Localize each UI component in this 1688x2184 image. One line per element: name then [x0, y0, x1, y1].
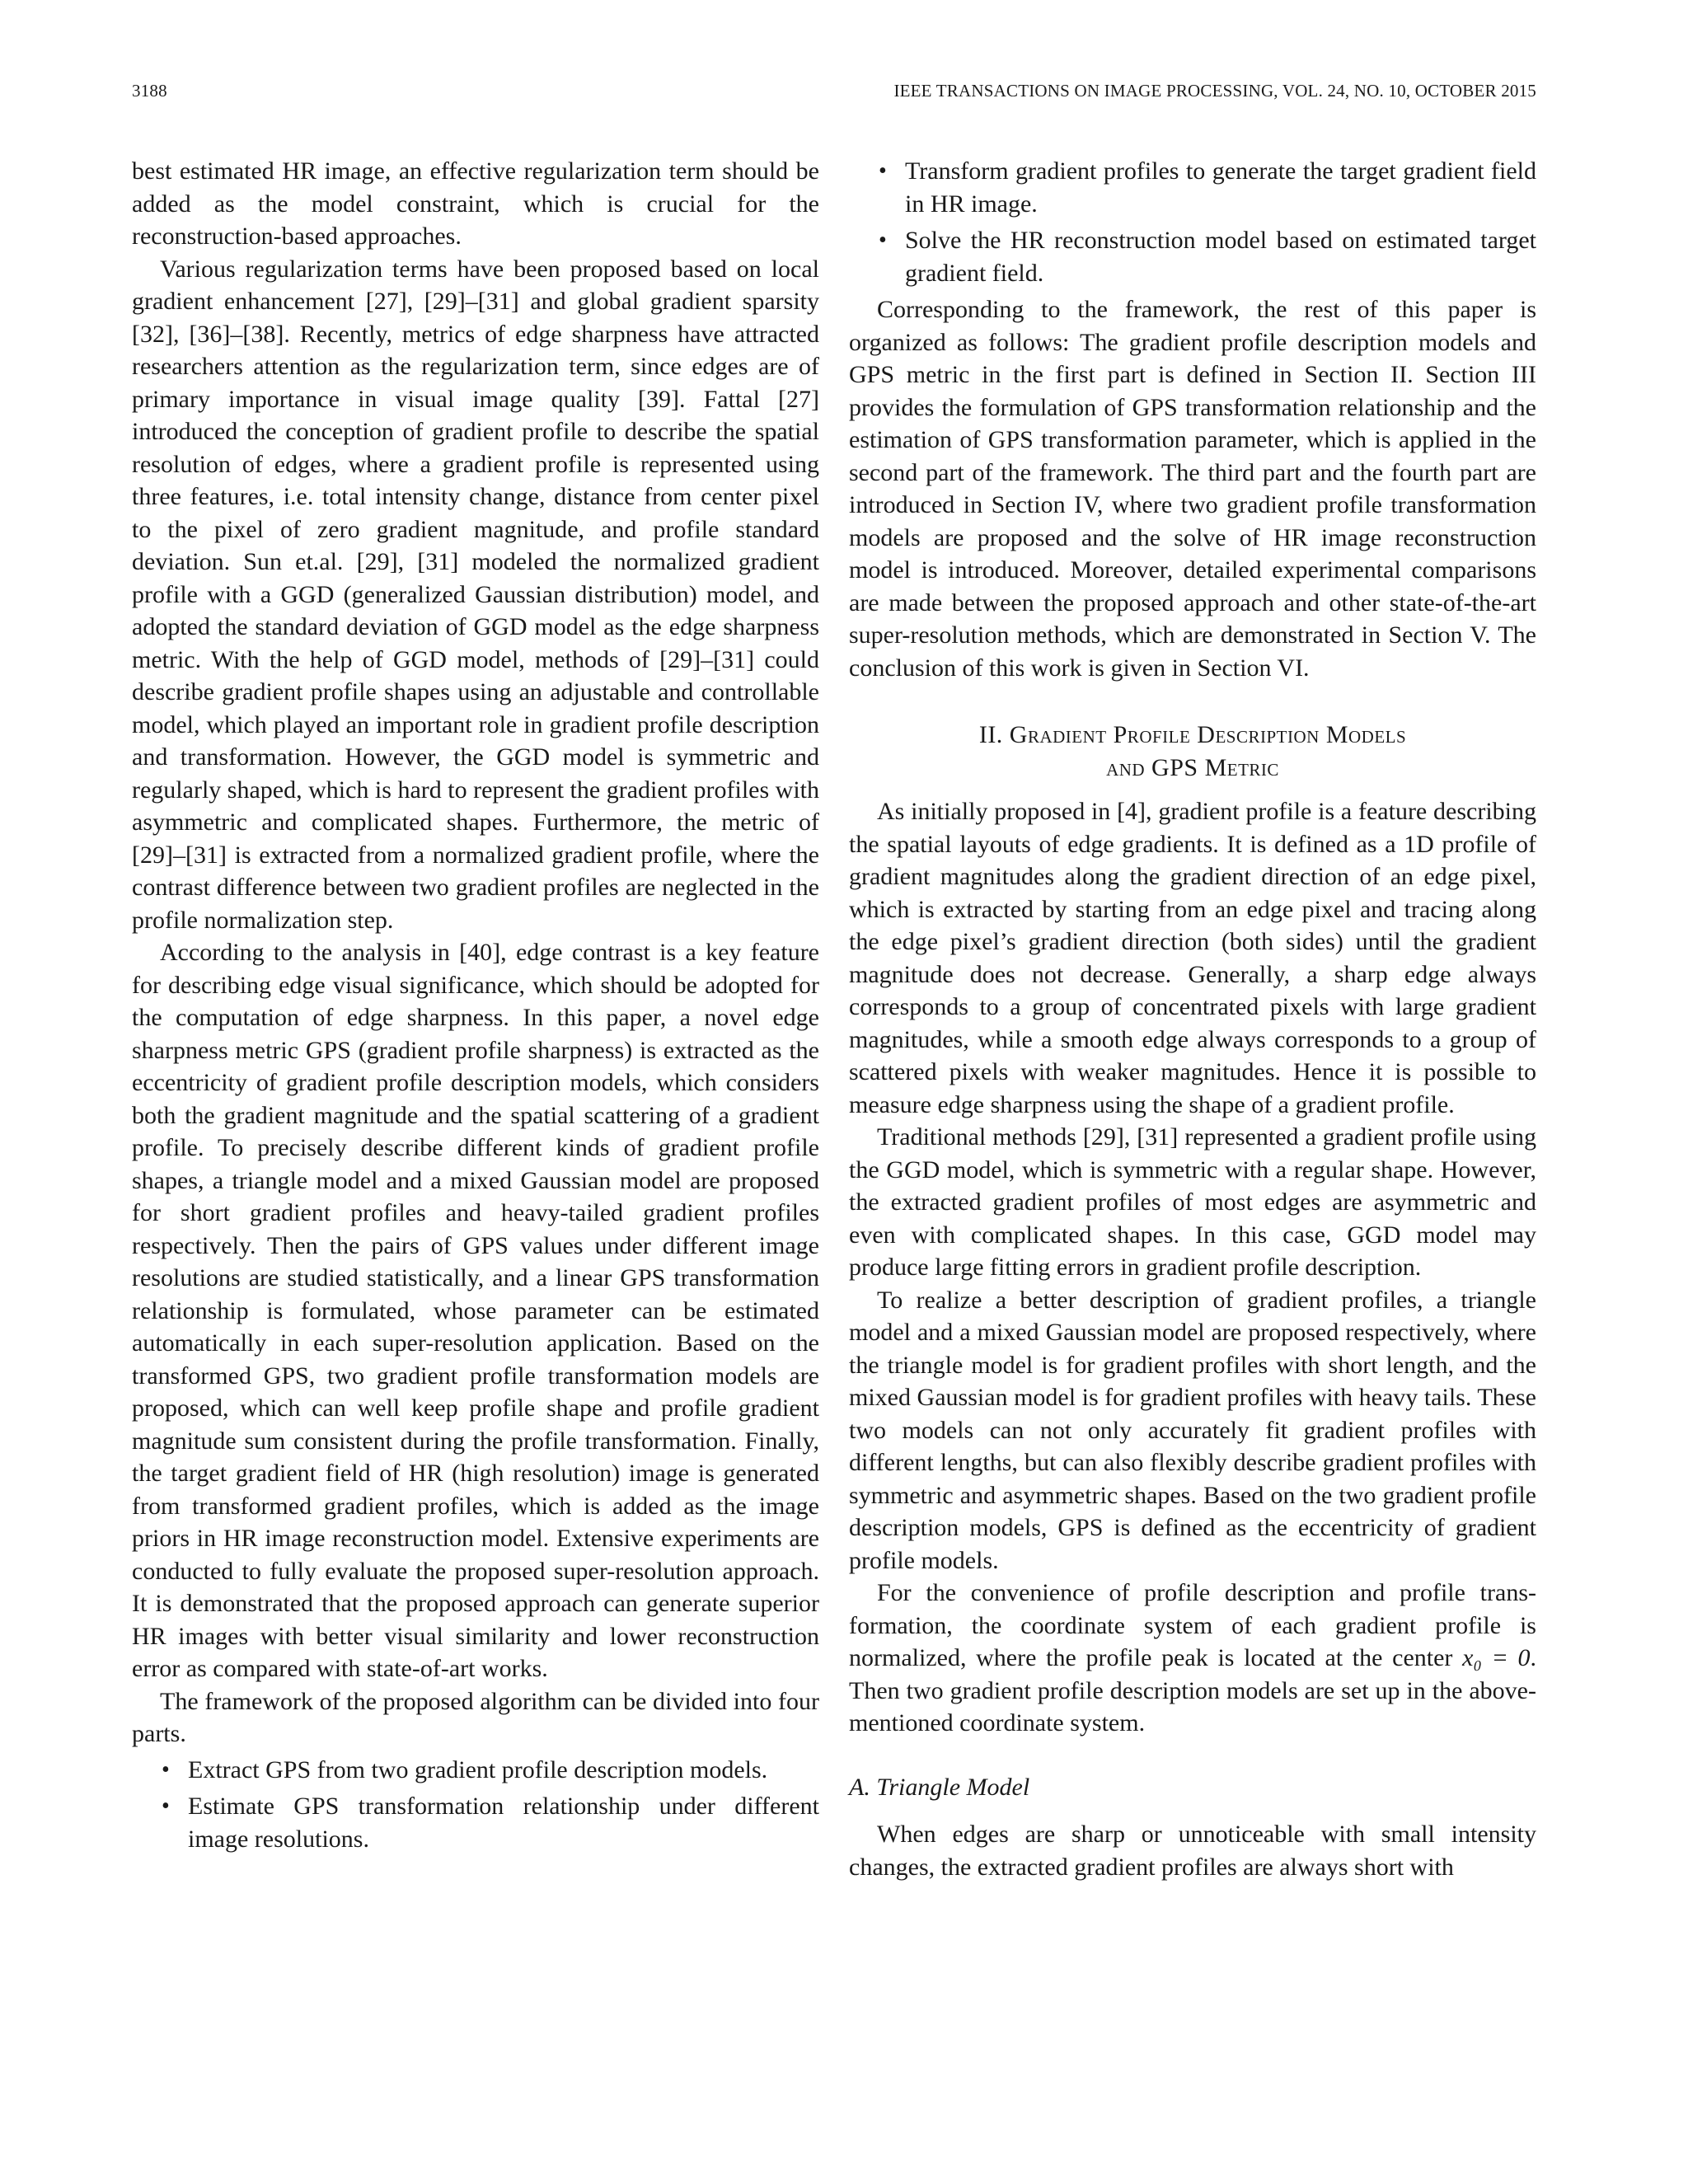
right-column — [849, 155, 1536, 1883]
list-item: • Solve the HR reconstruction model based on estimated target gradient field. — [905, 224, 1536, 289]
page-number: 3188 — [132, 81, 167, 101]
paragraph: Various regularization terms have been proposed based on local gradient enhancement [27], [29]–[31] and global gradient sparsity [32], [36]–[38]. Recently, metrics of edge sharpness have attracted researchers attention as the regularization term, since edges are of primary importance in visual image quality [39]. Fattal [27] introduced the conception of gradient profile to describe the spatial resolution of edges, where a gradient profile is represented using three features, i.e. total intensity change, distance from center pixel to the pixel of zero gradient magnitude, and profile standard deviation. Sun et.al. [29], [31] modeled the normalized gradient profile with a GGD (generalized Gaussian distribution) model, and adopted the standard deviation of GGD model as the edge sharpness metric. With the help of GGD model, methods of [29]–[31] could describe gradient profile shapes using an adjustable and controllable model, which played an important role in gradient profile description and transformation. However, the GGD model is symmetric and regularly shaped, which is hard to represent the gradient profiles with asymmetric and complicated shapes. Furthermore, the metric of [29]–[31] is extracted from a normalized gradient profile, where the contrast difference between two gradient profiles are neglected in the profile normalization step. — [132, 255, 819, 934]
paragraph: According to the analysis in [40], edge contrast is a key feature for describing edge visual significance, which should be adopted for the computation of edge sharpness. In this paper, a novel edge sharpness metric GPS (gradient profile sharpness) is extracted as the eccentricity of gradient profile description models, which considers both the gradient magnitude and the spatial scattering of a gradient profile. To precisely describe different kinds of gradient profile shapes, a triangle model and a mixed Gaussian model are proposed for short gradient profiles and heavy-tailed gradient profiles respectively. Then the pairs of GPS values under different image resolutions are studied statistically, and a linear GPS transformation relationship is formulated, whose parameter can be estimated automatically in each super-resolution application. Based on the transformed GPS, two gradient profile transformation models are proposed, which can well keep profile shape and profile gradient magnitude sum consistent during the profile transformation. Finally, the target gradient field of HR (high resolution) image is generated from transformed gradient profiles, which is added as the image priors in HR image reconstruction model. Extensive experiments are conducted to fully evaluate the proposed super-resolution approach. It is demonstrated that the proposed approach can generate superior HR images with better visual similarity and lower reconstruction error as compared with state-of-art works. — [132, 939, 819, 1682]
list-item: • Transform gradient profiles to generate the target gradient field in HR image. — [905, 155, 1536, 220]
subsection-heading: A. Triangle Model — [849, 1773, 1030, 1801]
text-run: . Then two gradient profile description models are set up in the above-mentioned coordinate system. — [849, 1644, 1536, 1736]
page-header — [132, 81, 1536, 114]
paragraph: best estimated HR image, an effective regularization term should be added as the model constraint, which is crucial for the reconstruction-based approaches. — [132, 157, 819, 250]
framework-list-part1 — [132, 1754, 819, 1856]
section-heading-line: II. Gradient Profile Description Models — [978, 721, 1407, 748]
framework-list-part2 — [849, 155, 1536, 289]
paragraph — [849, 1577, 1536, 1740]
math-inline: x₀ = 0 — [1462, 1644, 1531, 1671]
list-item: • Estimate GPS transformation relationship under different image resolutions. — [188, 1790, 819, 1855]
list-item: • Extract GPS from two gradient profile description models. — [188, 1754, 819, 1787]
section-heading — [849, 719, 1536, 784]
paragraph: The framework of the proposed algorithm can be divided into four parts. — [132, 1687, 819, 1747]
paragraph: Corresponding to the framework, the rest of this paper is organized as follows: The gradient profile description models and GPS metric in the first part is defined in Section II. Section III provides the formulation of GPS transformation relationship and the estimation of GPS transformation parameter, which is applied in the second part of the framework. The third part and the fourth part are introduced in Section IV, where two gradient profile transformation models are proposed and the solve of HR image reconstruction model is introduced. Moreover, detailed experimental comparisons are made between the proposed approach and other state-of-the-art super-resolution methods, which are demonstrated in Section V. The conclusion of this work is given in Section VI. — [849, 296, 1536, 682]
text-run: For the convenience of profile description and profile transformation, the coordinate system of each gradient profile is normalized, where the profile peak is located at the center — [849, 1579, 1536, 1671]
paragraph: Traditional methods [29], [31] represented a gradient profile using the GGD model, which is symmetric with a regular shape. However, the extracted gradient profiles of most edges are asymmetric and even with complicated shapes. In this case, GGD model may produce large fitting errors in gradient profile description. — [849, 1123, 1536, 1281]
left-column — [132, 155, 819, 1859]
journal-title: IEEE TRANSACTIONS ON IMAGE PROCESSING, VOL. 24, NO. 10, OCTOBER 2015 — [893, 81, 1536, 101]
paragraph: To realize a better description of gradient profiles, a triangle model and a mixed Gaussian model are proposed respectively, where the triangle model is for gradient profiles with short length, and the mixed Gaussian model is for gradient profiles with heavy tails. These two models can not only accurately fit gradient profiles with different lengths, but can also flexibly describe gradient profiles with symmetric and asymmetric shapes. Based on the two gradient profile description models, GPS is defined as the eccentricity of gradient profile models. — [849, 1286, 1536, 1574]
section-heading-line: and GPS Metric — [1106, 753, 1279, 781]
paragraph: As initially proposed in [4], gradient profile is a feature describing the spatial layouts of edge gradients. It is defined as a 1D profile of gradient magnitudes along the gradient direction of an edge pixel, which is extracted by starting from an edge pixel and tracing along the edge pixel’s gradient direction (both sides) until the gradient magnitude does not decrease. Generally, a sharp edge always corresponds to a group of concentrated pixels with large gradient magnitudes, while a smooth edge always corresponds to a group of scattered pixels with weaker magnitudes. Hence it is possible to measure edge sharpness using the shape of a gradient profile. — [849, 798, 1536, 1118]
paragraph: When edges are sharp or unnoticeable with small intensity changes, the extracted gradient profiles are always short with — [849, 1821, 1536, 1881]
